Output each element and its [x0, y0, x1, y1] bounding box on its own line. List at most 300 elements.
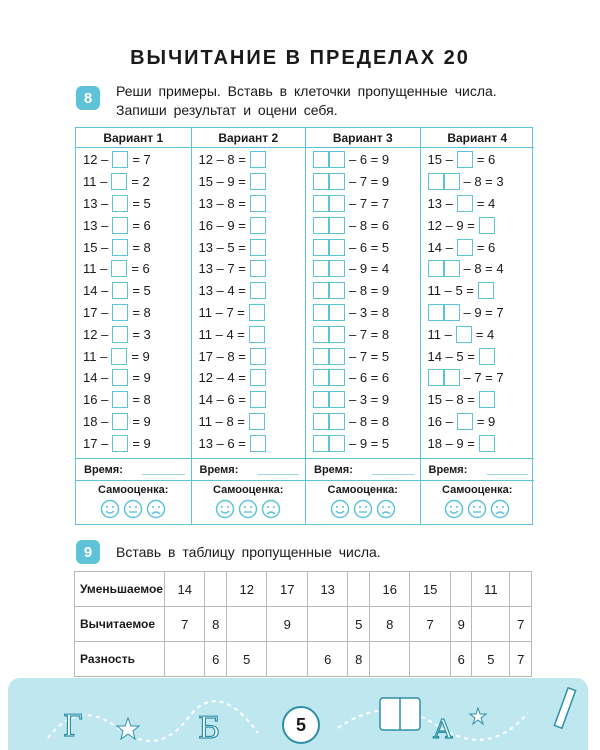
equation-prefix: 12 – 9 =: [427, 217, 475, 233]
equation-row: [313, 323, 420, 345]
answer-box[interactable]: [111, 260, 127, 277]
digit-box[interactable]: [313, 217, 329, 234]
answer-box[interactable]: [111, 173, 127, 190]
digit-box[interactable]: [444, 173, 460, 190]
equation-prefix: 11 –: [83, 348, 108, 364]
equation-prefix: 16 – 9 =: [198, 217, 246, 233]
variant-column: [305, 128, 420, 524]
digit-box[interactable]: [313, 151, 329, 168]
equation-row: [199, 367, 306, 389]
answer-box[interactable]: [479, 348, 495, 365]
two-digit-answer-box[interactable]: [428, 304, 460, 321]
star-icon: [117, 718, 139, 739]
answer-box[interactable]: [112, 217, 128, 234]
table-cell: 9: [267, 607, 307, 642]
table-cell: 14: [165, 572, 205, 607]
happy-face-icon[interactable]: [100, 499, 120, 519]
equation-suffix: = 6: [132, 217, 151, 233]
table-cell: 15: [410, 572, 450, 607]
equation-prefix: 14 – 6 =: [198, 392, 246, 408]
digit-box[interactable]: [329, 195, 345, 212]
equation-row: [428, 389, 535, 411]
time-field[interactable]: [306, 458, 420, 480]
equation-prefix: 13 – 5 =: [198, 239, 246, 255]
table-cell: 6: [307, 642, 347, 677]
equation-row: [428, 236, 535, 258]
self-assessment-label: Самооценка:: [213, 484, 284, 496]
equation-row: [199, 389, 306, 411]
equation-suffix: = 7: [132, 152, 151, 168]
equation-row: [199, 214, 306, 236]
self-assessment: [192, 480, 306, 526]
answer-box[interactable]: [250, 391, 266, 408]
digit-box[interactable]: [313, 173, 329, 190]
empty-answer-cell[interactable]: [369, 642, 409, 677]
answer-box[interactable]: [250, 173, 266, 190]
table-cell: 11: [472, 572, 510, 607]
equation-prefix: 13 –: [427, 195, 453, 211]
equation-prefix: 12 –: [83, 152, 109, 168]
page-number: 5: [282, 706, 320, 744]
answer-box[interactable]: [457, 151, 473, 168]
two-digit-answer-box[interactable]: [313, 369, 345, 386]
empty-answer-cell[interactable]: [410, 642, 450, 677]
two-digit-answer-box[interactable]: [313, 260, 345, 277]
task-8-instruction-line1: Реши примеры. Вставь в клеточки пропущенные числа.: [116, 83, 497, 99]
table-cell: 5: [348, 607, 370, 642]
table-cell: 16: [369, 572, 409, 607]
digit-box[interactable]: [313, 282, 329, 299]
equation-row: [199, 193, 306, 215]
equation-prefix: 13 – 4 =: [198, 283, 246, 299]
equation-row: [428, 302, 535, 324]
self-assessment-label: Самооценка:: [442, 484, 513, 496]
time-field[interactable]: [76, 458, 191, 480]
equation-prefix: 17 – 8 =: [198, 348, 246, 364]
task-8-instruction-line2: Запиши результат и оцени себя.: [116, 102, 338, 118]
equation-prefix: 12 –: [83, 326, 109, 342]
answer-box[interactable]: [250, 151, 266, 168]
answer-box[interactable]: [250, 260, 266, 277]
time-label: Время:: [314, 464, 353, 476]
page-title: ВЫЧИТАНИЕ В ПРЕДЕЛАХ 20: [130, 47, 470, 69]
two-digit-answer-box[interactable]: [428, 260, 460, 277]
answer-box[interactable]: [112, 326, 128, 343]
equation-suffix: – 3 = 8: [349, 304, 390, 320]
equation-row: [83, 258, 191, 280]
equation-suffix: – 6 = 9: [349, 152, 390, 168]
letter-b-decoration: Б: [198, 711, 221, 746]
digit-box[interactable]: [329, 413, 345, 430]
answer-box[interactable]: [479, 435, 495, 452]
equation-row: [199, 280, 306, 302]
equation-suffix: – 8 = 4: [463, 261, 504, 277]
answer-box[interactable]: [479, 217, 495, 234]
digit-box[interactable]: [329, 326, 345, 343]
digit-box[interactable]: [329, 260, 345, 277]
equation-suffix: = 6: [131, 261, 150, 277]
variant-header: Вариант 4: [421, 128, 535, 148]
table-cell: 6: [450, 642, 472, 677]
equation-suffix: = 4: [476, 195, 496, 211]
equation-row: [428, 280, 535, 302]
equation-suffix: – 3 = 9: [349, 392, 390, 408]
equation-prefix: 16 –: [427, 413, 453, 429]
equation-prefix: 15 – 9 =: [198, 174, 246, 190]
digit-box[interactable]: [313, 239, 329, 256]
equation-row: [313, 280, 420, 302]
equation-row: [83, 149, 191, 171]
neutral-face-icon[interactable]: [353, 499, 373, 519]
time-label: Время:: [428, 464, 468, 476]
table-cell: 7: [165, 607, 205, 642]
equation-suffix: = 2: [131, 174, 150, 190]
answer-box[interactable]: [112, 304, 128, 321]
answer-box[interactable]: [112, 413, 128, 430]
empty-answer-cell[interactable]: [227, 607, 267, 642]
equation-row: [83, 214, 191, 236]
happy-face-icon[interactable]: [330, 499, 350, 519]
equation-suffix: = 6: [476, 152, 496, 168]
time-field[interactable]: [421, 458, 535, 480]
digit-box[interactable]: [313, 304, 329, 321]
digit-box[interactable]: [329, 173, 345, 190]
equation-prefix: 12 – 4 =: [198, 370, 246, 386]
happy-face-icon[interactable]: [444, 499, 464, 519]
equation-suffix: = 8: [132, 239, 151, 255]
equation-suffix: = 8: [132, 304, 151, 320]
equation-row: [313, 367, 420, 389]
equation-row: [428, 411, 535, 433]
equation-suffix: = 9: [476, 413, 496, 429]
equation-prefix: 11 –: [83, 261, 108, 277]
answer-box[interactable]: [250, 282, 266, 299]
equation-suffix: = 9: [132, 435, 151, 451]
answer-box[interactable]: [250, 348, 266, 365]
equation-suffix: – 6 = 6: [349, 370, 390, 386]
answer-box[interactable]: [478, 282, 494, 299]
answer-box[interactable]: [250, 435, 266, 452]
equation-prefix: 13 –: [83, 195, 109, 211]
variant-header: Вариант 1: [76, 128, 191, 148]
equation-row: [83, 389, 191, 411]
equation-row: [428, 323, 535, 345]
sad-face-icon[interactable]: [490, 499, 510, 519]
equation-row: [428, 367, 535, 389]
table-cell: 17: [267, 572, 307, 607]
answer-box[interactable]: [112, 369, 128, 386]
equation-suffix: – 8 = 6: [349, 217, 390, 233]
digit-box[interactable]: [444, 304, 460, 321]
answer-box[interactable]: [250, 217, 266, 234]
digit-box[interactable]: [313, 326, 329, 343]
table-cell: 5: [472, 642, 510, 677]
equation-suffix: – 9 = 5: [349, 435, 390, 451]
equation-row: [313, 236, 420, 258]
table-cell: 13: [307, 572, 347, 607]
answer-box[interactable]: [112, 239, 128, 256]
equation-row: [83, 432, 191, 454]
equation-row: [199, 302, 306, 324]
table-cell: 8: [348, 642, 370, 677]
equation-row: [199, 236, 306, 258]
empty-answer-cell[interactable]: [348, 572, 370, 607]
two-digit-answer-box[interactable]: [313, 326, 345, 343]
answer-box[interactable]: [457, 413, 473, 430]
table-cell: 12: [227, 572, 267, 607]
equation-row: [83, 193, 191, 215]
digit-box[interactable]: [329, 304, 345, 321]
equation-row: [313, 389, 420, 411]
equation-prefix: 11 –: [427, 326, 452, 342]
equation-prefix: 11 – 4 =: [198, 326, 245, 342]
equation-prefix: 18 – 9 =: [427, 435, 475, 451]
task-9-instruction: Вставь в таблицу пропущенные числа.: [116, 544, 381, 560]
equation-prefix: 15 –: [83, 239, 109, 255]
equation-suffix: – 7 = 9: [349, 174, 390, 190]
equation-row: [83, 171, 191, 193]
empty-answer-cell[interactable]: [205, 572, 227, 607]
table-cell: 7: [410, 607, 450, 642]
self-assessment-label: Самооценка:: [98, 484, 169, 496]
equation-prefix: 11 – 5 =: [427, 283, 474, 299]
self-assessment-label: Самооценка:: [327, 484, 398, 496]
equation-suffix: – 7 = 7: [349, 195, 390, 211]
table-cell: 7: [510, 607, 532, 642]
equation-row: [83, 302, 191, 324]
equation-row: [313, 345, 420, 367]
digit-box[interactable]: [329, 348, 345, 365]
digit-box[interactable]: [329, 217, 345, 234]
table-cell: 9: [450, 607, 472, 642]
two-digit-answer-box[interactable]: [313, 195, 345, 212]
equation-row: [428, 432, 535, 454]
equation-prefix: 16 –: [83, 392, 109, 408]
equation-row: [428, 214, 535, 236]
equation-prefix: 11 –: [83, 174, 108, 190]
empty-answer-cell[interactable]: [510, 572, 532, 607]
equation-row: [199, 149, 306, 171]
equation-row: [313, 193, 420, 215]
equation-row: [199, 258, 306, 280]
equation-prefix: 15 –: [427, 152, 453, 168]
table-row: [75, 572, 532, 607]
answer-box[interactable]: [112, 282, 128, 299]
equation-suffix: = 6: [476, 239, 496, 255]
empty-answer-cell[interactable]: [267, 642, 307, 677]
equation-row: [199, 171, 306, 193]
equation-prefix: 14 –: [83, 283, 109, 299]
equation-prefix: 15 – 8 =: [427, 392, 475, 408]
equation-suffix: = 5: [132, 195, 151, 211]
equation-prefix: 13 – 7 =: [198, 261, 246, 277]
two-digit-answer-box[interactable]: [313, 217, 345, 234]
empty-answer-cell[interactable]: [307, 607, 347, 642]
equation-row: [313, 302, 420, 324]
row-header: Вычитаемое: [75, 607, 165, 642]
digit-box[interactable]: [329, 391, 345, 408]
answer-box[interactable]: [250, 195, 266, 212]
time-field[interactable]: [192, 458, 306, 480]
equation-row: [428, 258, 535, 280]
digit-box[interactable]: [313, 348, 329, 365]
digit-box[interactable]: [428, 260, 444, 277]
equation-suffix: – 7 = 7: [463, 370, 504, 386]
sad-face-icon[interactable]: [376, 499, 396, 519]
answer-box[interactable]: [249, 304, 265, 321]
digit-box[interactable]: [313, 435, 329, 452]
answer-box[interactable]: [249, 413, 265, 430]
answer-box[interactable]: [479, 391, 495, 408]
subtraction-table: [74, 571, 532, 677]
equation-suffix: – 7 = 8: [349, 326, 390, 342]
equation-prefix: 12 – 8 =: [198, 152, 246, 168]
equation-suffix: – 9 = 7: [463, 304, 504, 320]
two-digit-answer-box[interactable]: [313, 435, 345, 452]
equation-suffix: – 8 = 8: [349, 413, 390, 429]
two-digit-answer-box[interactable]: [313, 348, 345, 365]
equation-prefix: 17 –: [83, 435, 109, 451]
answer-box[interactable]: [250, 239, 266, 256]
table-cell: 5: [227, 642, 267, 677]
equation-prefix: 11 – 7 =: [198, 304, 245, 320]
answer-box[interactable]: [250, 369, 266, 386]
two-digit-answer-box[interactable]: [428, 173, 460, 190]
two-digit-answer-box[interactable]: [313, 304, 345, 321]
equation-prefix: 13 – 6 =: [198, 435, 246, 451]
equation-row: [83, 323, 191, 345]
equation-suffix: = 9: [132, 413, 151, 429]
equation-row: [83, 367, 191, 389]
digit-box[interactable]: [329, 369, 345, 386]
equation-suffix: – 8 = 3: [463, 174, 504, 190]
two-digit-answer-box[interactable]: [313, 173, 345, 190]
equation-row: [83, 345, 191, 367]
digit-box[interactable]: [313, 369, 329, 386]
digit-box[interactable]: [313, 195, 329, 212]
digit-box[interactable]: [428, 304, 444, 321]
task-8-number: 8: [76, 86, 100, 110]
digit-box[interactable]: [329, 435, 345, 452]
answer-box[interactable]: [112, 391, 128, 408]
two-digit-answer-box[interactable]: [313, 413, 345, 430]
equation-suffix: – 7 = 5: [349, 348, 390, 364]
table-cell: 6: [205, 642, 227, 677]
row-header: Разность: [75, 642, 165, 677]
equation-suffix: = 4: [475, 326, 495, 342]
equation-row: [199, 345, 306, 367]
answer-box[interactable]: [249, 326, 265, 343]
answer-box[interactable]: [457, 195, 473, 212]
two-digit-answer-box[interactable]: [428, 369, 460, 386]
time-label: Время:: [199, 464, 239, 476]
equation-prefix: 17 –: [83, 304, 109, 320]
two-digit-answer-box[interactable]: [313, 391, 345, 408]
equation-row: [83, 236, 191, 258]
answer-box[interactable]: [111, 348, 127, 365]
equation-suffix: – 8 = 9: [349, 283, 390, 299]
table-cell: 8: [369, 607, 409, 642]
star-icon: [470, 708, 486, 724]
empty-answer-cell[interactable]: [450, 572, 472, 607]
equation-row: [83, 411, 191, 433]
equation-row: [428, 171, 535, 193]
table-cell: 7: [510, 642, 532, 677]
digit-box[interactable]: [329, 282, 345, 299]
two-digit-answer-box[interactable]: [313, 151, 345, 168]
equation-prefix: 13 – 8 =: [198, 195, 246, 211]
self-assessment: [76, 480, 191, 526]
digit-box[interactable]: [313, 260, 329, 277]
happy-face-icon[interactable]: [215, 499, 235, 519]
equation-row: [313, 149, 420, 171]
table-row: [75, 642, 532, 677]
variant-column: [420, 128, 535, 524]
variant-header: Вариант 2: [192, 128, 306, 148]
answer-box[interactable]: [457, 239, 473, 256]
two-digit-answer-box[interactable]: [313, 282, 345, 299]
empty-answer-cell[interactable]: [472, 607, 510, 642]
answer-box[interactable]: [112, 435, 128, 452]
variant-column: [191, 128, 306, 524]
equation-row: [313, 258, 420, 280]
digit-box[interactable]: [428, 369, 444, 386]
equation-row: [428, 345, 535, 367]
letter-g-decoration: Г: [63, 709, 83, 744]
equation-prefix: 14 –: [83, 370, 109, 386]
answer-box[interactable]: [112, 195, 128, 212]
equation-prefix: 13 –: [83, 217, 109, 233]
neutral-face-icon[interactable]: [467, 499, 487, 519]
equation-prefix: 18 –: [83, 413, 109, 429]
variant-header: Вариант 3: [306, 128, 420, 148]
digit-box[interactable]: [444, 260, 460, 277]
sad-face-icon[interactable]: [146, 499, 166, 519]
sad-face-icon[interactable]: [261, 499, 281, 519]
equation-prefix: 11 – 8 =: [198, 413, 245, 429]
neutral-face-icon[interactable]: [123, 499, 143, 519]
equation-row: [199, 432, 306, 454]
neutral-face-icon[interactable]: [238, 499, 258, 519]
equation-suffix: – 6 = 5: [349, 239, 390, 255]
answer-box[interactable]: [456, 326, 472, 343]
equation-row: [199, 323, 306, 345]
equation-suffix: = 8: [132, 392, 151, 408]
digit-box[interactable]: [444, 369, 460, 386]
digit-box[interactable]: [313, 391, 329, 408]
answer-box[interactable]: [112, 151, 128, 168]
equation-suffix: – 9 = 4: [349, 261, 390, 277]
equation-suffix: = 3: [132, 326, 151, 342]
equation-suffix: = 5: [132, 283, 151, 299]
digit-box[interactable]: [313, 413, 329, 430]
digit-box[interactable]: [329, 151, 345, 168]
equation-row: [313, 432, 420, 454]
equation-prefix: 14 –: [427, 239, 453, 255]
empty-answer-cell[interactable]: [165, 642, 205, 677]
digit-box[interactable]: [329, 239, 345, 256]
equation-prefix: 14 – 5 =: [427, 348, 475, 364]
two-digit-answer-box[interactable]: [313, 239, 345, 256]
variants-panel: [75, 127, 533, 525]
pencil-icon: [554, 688, 575, 728]
self-assessment: [421, 480, 535, 526]
task-9-number: 9: [76, 540, 100, 564]
equation-row: [428, 149, 535, 171]
equation-row: [199, 411, 306, 433]
digit-box[interactable]: [428, 173, 444, 190]
time-label: Время:: [84, 464, 123, 476]
